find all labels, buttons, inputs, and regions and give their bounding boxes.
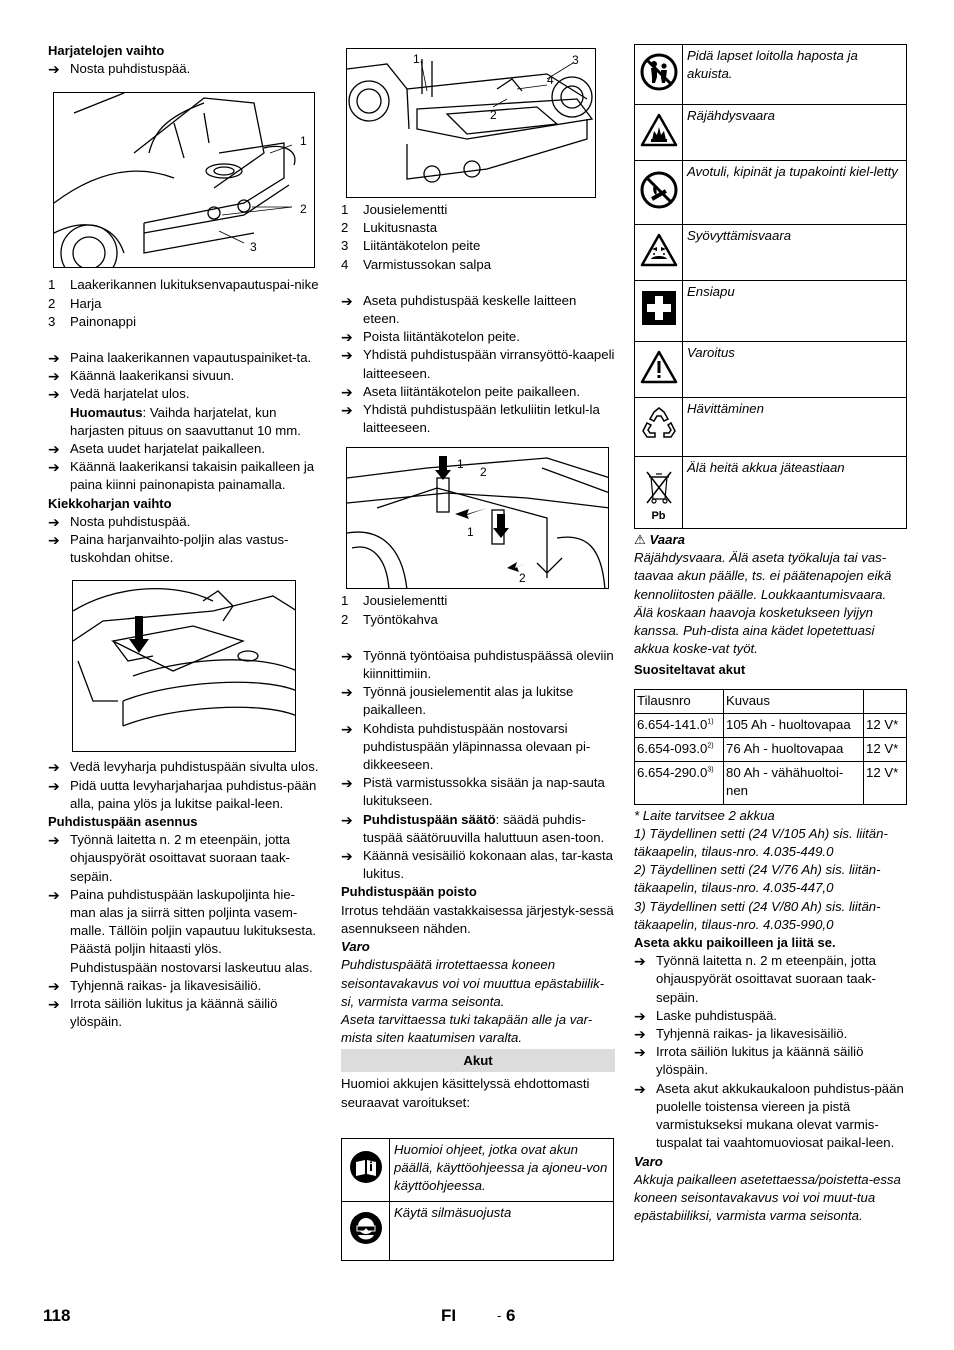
warning-row: Ensiapu bbox=[635, 281, 907, 342]
lead-label: Pb bbox=[651, 510, 666, 523]
manual-icon bbox=[342, 1138, 390, 1201]
warning-icon bbox=[635, 342, 683, 398]
arrow-icon: ➔ bbox=[48, 532, 60, 549]
figure-push-handle: 1 2 1 2 bbox=[346, 447, 609, 589]
arrow-icon: ➔ bbox=[48, 441, 60, 458]
arrow-icon: ➔ bbox=[48, 777, 60, 794]
step: ➔ Käännä laakerikansi sivuun. bbox=[48, 368, 235, 385]
figure-brush-roller: 1 2 3 bbox=[53, 92, 315, 268]
column-3: Pidä lapset loitolla haposta ja akuista. Räjähdysvaara Avotuli, kipinät ja tupakointi kiel-letty Syövyttämisvaara Ensiapu Varoitus Hävittäminen Pb Älä heitä akkua jäteastiaan ⚠ Vaara Räjähdysvaara. Älä aseta työkaluja tai vas-taavaa akun päälle, ts. ei päätenapojen eikä kennoliitosten päälle. Loukkaantumisvaara. Älä koskaan haavoja kosketukseen lyijyn kanssa. Puh-dista aina kädet lopetettuasi akkua koske-vat työt. Suositeltavat akut Tilausnro Kuvaus 6.654-141.0$^{1)}$ 105 Ah - huoltovapaa 12 V* 6.654-093.0$^{2)}$ 76 Ah - huoltovapaa 12 V* 6.654-290.0$^{3)}$ 80 Ah - vähähuoltoi-nen 12 V* * Laite tarvitsee 2 akkua 1) Täydellinen setti (24 V/105 Ah) sis. liitän-täkaapelin, tilaus-nro. 4.035-449.0 2) Täydellinen setti (24 V/76 Ah) sis. liitän-täkaapelin, tilaus-nro. 4.035-447,0 3) Täydellinen setti (24 V/80 Ah) sis. liitän-täkaapelin, tilaus-nro. 4.035-990,0 Aseta akku paikoilleen ja liitä se. ➔ Työnnä laitetta n. 2 m eteenpäin, jotta ohjauspyörät osoittavat suoraan taak-sepäin. ➔ Laske puhdistuspää. ➔ Tyhjennä raikas- ja likavesisäiliö. ➔ Irrota säiliön lukitus ja käännä säiliö ylöspäin. ➔ Aseta akut akkukaukaloon puhdistus-pään puolelle toistensa viereen ja pistä varmistukseksi mukana olevat varmis-tuspalat tai vaahtomuoviosat paikal-leen. Varo Akkuja paikalleen asetettaessa/poistetta-essa koneen seisontavakavus voi voi muut-tua epästabiiliksi, varmista varma seisonta. bbox=[634, 44, 907, 1225]
table-row: 6.654-290.0$^{3)}$ 80 Ah - vähähuoltoi-nen 12 V* bbox=[635, 762, 907, 804]
note: Huomautus: Vaihda harjatelat, kun harjasten pituus on saavuttanut 10 mm. bbox=[70, 404, 301, 438]
figure-connection-box: 1 3 4 2 bbox=[346, 48, 596, 198]
arrow-icon: ➔ bbox=[48, 386, 60, 403]
step: ➔ Kohdista puhdistuspään nostovarsi puhdistuspään yläpinnassa olevaan pi-dikkeeseen. bbox=[341, 720, 615, 775]
legend-item: 1 Jousielementti bbox=[341, 202, 448, 217]
arrow-icon: ➔ bbox=[341, 647, 353, 664]
arrow-icon: ➔ bbox=[48, 996, 60, 1013]
warning-row: Räjähdysvaara bbox=[635, 105, 907, 161]
battery-warning-table-2 bbox=[634, 44, 907, 529]
warning-row: Huomioi ohjeet, jotka ovat akun päällä, käyttöohjeessa ja ajoneu-von käyttöohjeessa. bbox=[342, 1138, 614, 1201]
arrow-icon: ➔ bbox=[634, 1026, 646, 1043]
step: ➔ Työnnä laitetta n. 2 m eteenpäin, jotta ohjauspyörät osoittavat suoraan taak-sepäin. bbox=[48, 831, 320, 886]
step: ➔ Aseta liitäntäkotelon peite paikalleen. bbox=[341, 383, 581, 400]
arrow-icon: ➔ bbox=[341, 329, 353, 346]
heading-head-mounting: Puhdistuspään asennus bbox=[48, 814, 198, 830]
arrow-icon: ➔ bbox=[341, 811, 353, 828]
step: ➔ Vedä levyharja puhdistuspään sivulta ulos. bbox=[48, 759, 319, 776]
explosion-icon bbox=[635, 105, 683, 161]
legend-item: 2 Lukitusnasta bbox=[341, 220, 438, 236]
step: ➔ Paina harjanvaihto-poljin alas vastus-tuskohdan ohitse. bbox=[48, 531, 320, 567]
heading-disc-brush: Kiekkoharjan vaihto bbox=[48, 495, 172, 511]
arrow-icon: ➔ bbox=[341, 684, 353, 701]
legend-item: 1 Laakerikannen lukituksenvapautuspai-nike bbox=[48, 277, 319, 293]
arrow-icon: ➔ bbox=[48, 832, 60, 849]
table-row: 6.654-141.0$^{1)}$ 105 Ah - huoltovapaa 12 V* bbox=[635, 713, 907, 737]
legend-item: 2 Työntökahva bbox=[341, 611, 438, 627]
step: ➔ Tyhjennä raikas- ja likavesisäiliö. bbox=[634, 1026, 848, 1043]
arrow-icon: ➔ bbox=[48, 886, 60, 903]
step: ➔ Paina puhdistuspään laskupoljinta hie-man alas ja siirrä sitten poljinta vasem-malle. Tällöin poljin vapautuu lukituksesta. Päästä poljin hitaasti ylös. bbox=[48, 886, 320, 959]
arrow-icon: ➔ bbox=[48, 368, 60, 385]
step: ➔ Irrota säiliön lukitus ja käännä säiliö ylöspäin. bbox=[634, 1043, 907, 1079]
children-icon bbox=[635, 45, 683, 105]
legend-item: 1 Jousielementti bbox=[341, 593, 448, 609]
table-header-row: Tilausnro Kuvaus bbox=[635, 689, 907, 713]
warning-row: Varoitus bbox=[635, 342, 907, 398]
corrosive-icon bbox=[635, 225, 683, 281]
legend-item: 4 Varmistussokan salpa bbox=[341, 256, 492, 272]
warning-row: Pidä lapset loitolla haposta ja akuista. bbox=[635, 45, 907, 105]
step: ➔ Käännä laakerikansi takaisin paikalleen ja paina kiinni painonapista painamalla. bbox=[48, 458, 320, 494]
arrow-icon: ➔ bbox=[48, 350, 60, 367]
footer-separator: - bbox=[497, 1308, 502, 1323]
table-row: 6.654-093.0$^{2)}$ 76 Ah - huoltovapaa 12 V* bbox=[635, 738, 907, 762]
warning-row: Käytä silmäsuojusta bbox=[342, 1201, 614, 1260]
warning-row: Hävittäminen bbox=[635, 398, 907, 457]
step: ➔ Yhdistä puhdistuspään letkuliitin letkul-la laitteeseen. bbox=[341, 401, 615, 437]
warning-row: Avotuli, kipinät ja tupakointi kiel-letty bbox=[635, 161, 907, 225]
page-number: 118 bbox=[43, 1306, 71, 1325]
legend-item: 2 Harja bbox=[48, 295, 102, 311]
step: ➔ Puhdistuspään säätö: säädä puhdis-tuspää säätöruuvilla haluttuun asen-toon. bbox=[341, 811, 615, 847]
legend-item: 3 Liitäntäkotelon peite bbox=[341, 238, 481, 254]
no-fire-icon bbox=[635, 161, 683, 225]
no-bin-icon bbox=[635, 457, 683, 529]
step: ➔ Yhdistä puhdistuspään virransyöttö-kaapeli laitteeseen. bbox=[341, 346, 615, 382]
heading-head-removal: Puhdistuspään poisto bbox=[341, 884, 477, 900]
step: ➔ Poista liitäntäkotelon peite. bbox=[341, 329, 520, 346]
step: ➔ Työnnä jousielementit alas ja lukitse paikalleen. bbox=[341, 683, 615, 719]
column-1: Harjatelojen vaihto ➔ Nosta puhdistuspää. 1 2 3 1 Laakerikannen lukituksenvapautuspai-nike 2 Harja 3 Painonappi ➔ Paina laakerikannen vapautuspainiket-ta. ➔ Käännä laakerikansi sivuun. ➔ Vedä harjatelat ulos. Huomautus: Vaihda harjatelat, kun harjasten pituus on saavuttanut 10 mm. ➔ Aseta uudet harjatelat paikalleen. ➔ Käännä laakerikansi takaisin paikalleen ja paina kiinni painonapista painamalla. Kiekkoharjan vaihto ➔ Nosta puhdistuspää. ➔ Paina harjanvaihto-poljin alas vastus-tuskohdan ohitse. ➔ Vedä levyharja puhdistuspään sivulta ulos. ➔ Pidä uutta levyharjaharjaa puhdistus-pään alla, paina ylös ja lukitse paikal-leen. Puhdistuspään asennus ➔ Työnnä laitetta n. 2 m eteenpäin, jotta ohjauspyörät osoittavat suoraan taak-sepäin. ➔ Paina puhdistuspään laskupoljinta hie-man alas ja siirrä sitten poljinta vasem-malle. Tällöin poljin vapautuu lukituksesta. Päästä poljin hitaasti ylös. Puhdistuspään nostovarsi laskeutuu alas. ➔ Tyhjennä raikas- ja likavesisäiliö. ➔ Irrota säiliön lukitus ja käännä säiliö ylöspäin. bbox=[48, 42, 320, 1032]
arrow-icon: ➔ bbox=[48, 459, 60, 476]
arrow-icon: ➔ bbox=[634, 953, 646, 970]
step: ➔ Pidä uutta levyharjaharjaa puhdistus-pään alla, paina ylös ja lukitse paikal-leen. bbox=[48, 777, 320, 813]
arrow-icon: ➔ bbox=[634, 1007, 646, 1024]
heading-install-battery: Aseta akku paikoilleen ja liitä se. bbox=[634, 935, 836, 951]
step: ➔ Käännä vesisäiliö kokonaan alas, tar-kasta lukitus. bbox=[341, 847, 615, 883]
step: ➔ Paina laakerikannen vapautuspainiket-ta. bbox=[48, 350, 312, 367]
first-aid-icon bbox=[635, 281, 683, 342]
arrow-icon: ➔ bbox=[341, 402, 353, 419]
arrow-icon: ➔ bbox=[634, 1080, 646, 1097]
arrow-icon: ➔ bbox=[341, 347, 353, 364]
step: ➔ Nosta puhdistuspää. bbox=[48, 61, 191, 78]
arrow-icon: ➔ bbox=[48, 977, 60, 994]
heading-recommended-batteries: Suositeltavat akut bbox=[634, 662, 746, 678]
recycle-icon bbox=[635, 398, 683, 457]
arrow-icon: ➔ bbox=[48, 513, 60, 530]
step: ➔ Vedä harjatelat ulos. bbox=[48, 386, 190, 403]
illustration-brush-head bbox=[54, 93, 315, 268]
arrow-icon: ➔ bbox=[634, 1044, 646, 1061]
step: ➔ Irrota säiliön lukitus ja käännä säiliö ylöspäin. bbox=[48, 995, 320, 1031]
caution-label: Varo bbox=[634, 1153, 663, 1169]
warning-icon: ⚠ bbox=[634, 532, 646, 547]
arrow-icon: ➔ bbox=[341, 383, 353, 400]
section-number: 6 bbox=[506, 1306, 516, 1325]
arrow-icon: ➔ bbox=[341, 848, 353, 865]
step: ➔ Pistä varmistussokka sisään ja nap-sauta lukitukseen. bbox=[341, 774, 615, 810]
battery-table bbox=[634, 689, 907, 805]
danger-label: ⚠ Vaara bbox=[634, 532, 685, 547]
step: ➔ Tyhjennä raikas- ja likavesisäiliö. bbox=[48, 977, 262, 994]
step: ➔ Työnnä työntöaisa puhdistuspäässä oleviin kiinnittimiin. bbox=[341, 647, 615, 683]
arrow-icon: ➔ bbox=[341, 720, 353, 737]
step: ➔ Nosta puhdistuspää. bbox=[48, 513, 191, 530]
illustration-connection-box bbox=[347, 49, 596, 198]
warning-row: Pb Älä heitä akkua jäteastiaan bbox=[635, 457, 907, 529]
step: ➔ Aseta uudet harjatelat paikalleen. bbox=[48, 441, 266, 458]
language-code: FI bbox=[441, 1306, 457, 1325]
arrow-icon: ➔ bbox=[48, 759, 60, 776]
warning-row: Syövyttämisvaara bbox=[635, 225, 907, 281]
legend-item: 3 Painonappi bbox=[48, 313, 136, 329]
arrow-icon: ➔ bbox=[48, 61, 60, 78]
illustration-disc-brush bbox=[73, 581, 296, 752]
figure-disc-brush bbox=[72, 580, 296, 752]
step: ➔ Aseta akut akkukaukaloon puhdistus-pään puolelle toistensa viereen ja pistä varmistukseksi mukana olevat varmis-tuspalat tai vaahtomuoviosat paikal-leen. bbox=[634, 1080, 907, 1153]
column-2: 1 3 4 2 1 Jousielementti 2 Lukitusnasta 3 Liitäntäkotelon peite 4 Varmistussokan salpa ➔ Aseta puhdistuspää keskelle laitteen eteen. ➔ Poista liitäntäkotelon peite. ➔ Yhdistä puhdistuspään virransyöttö-kaapeli laitteeseen. ➔ Aseta liitäntäkotelon peite paikalleen. ➔ Yhdistä puhdistuspään letkuliitin letkul-la laitteeseen. 1 2 1 2 1 Jousielementti 2 Työntökahva ➔ Työnnä työntöaisa puhdistuspäässä oleviin kiinnittimiin. ➔ Työnnä jousielementit alas ja lukitse paikalleen. ➔ Kohdista puhdistuspään nostovarsi puhdistuspään yläpinnassa olevaan pi-dikkeeseen. ➔ Pistä varmistussokka sisään ja nap-sauta lukitukseen. ➔ Puhdistuspään säätö: säädä puhdis-tuspää säätöruuvilla haluttuun asen-toon. ➔ Käännä vesisäiliö kokonaan alas, tar-kasta lukitus. Puhdistuspään poisto Irrotus tehdään vastakkaisessa järjestyk-sessä asennukseen nähden. Varo Puhdistuspäätä irrotettaessa koneen seisontavakavus voi voi muuttua epästabiilik-si, varmista varma seisonta. Aseta tarvittaessa tuki takapään alle ja var-mista siten kaatumisen varalta. Akut Huomioi akkujen käsittelyssä ehdottomasti seuraavat varoitukset: Huomioi ohjeet, jotka ovat akun päällä, käyttöohjeessa ja ajoneu-von käyttöohjeessa. Käytä silmäsuojusta bbox=[341, 48, 615, 1261]
heading-brush-change: Harjatelojen vaihto bbox=[48, 43, 165, 58]
caution-label: Varo bbox=[341, 939, 370, 955]
illustration-push-handle bbox=[347, 448, 609, 589]
arrow-icon: ➔ bbox=[341, 292, 353, 309]
arrow-icon: ➔ bbox=[341, 775, 353, 792]
step: ➔ Laske puhdistuspää. bbox=[634, 1007, 777, 1024]
step: ➔ Työnnä laitetta n. 2 m eteenpäin, jotta ohjauspyörät osoittavat suoraan taak-sepäin. bbox=[634, 952, 907, 1007]
goggles-icon bbox=[342, 1201, 390, 1260]
battery-warning-table bbox=[341, 1138, 614, 1261]
section-band-batteries: Akut bbox=[341, 1049, 615, 1072]
step: ➔ Aseta puhdistuspää keskelle laitteen eteen. bbox=[341, 292, 615, 328]
